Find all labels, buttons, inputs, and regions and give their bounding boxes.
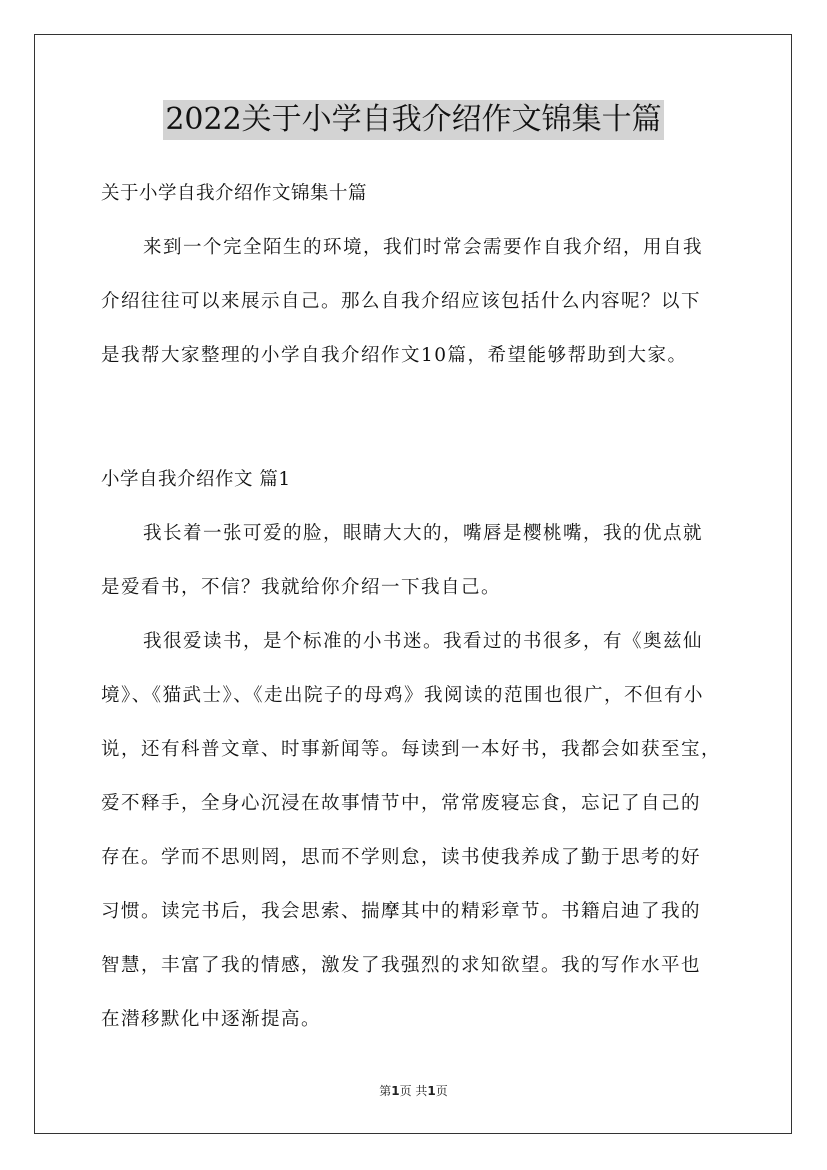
document-title: 2022关于小学自我介绍作文锦集十篇 [163,100,663,140]
section1-paragraph-2 [101,620,741,1052]
footer-page-number: 1 [391,1084,400,1098]
paragraph-line: 习惯。读完书后，我会思索、揣摩其中的精彩章节。书籍启迪了我的 [101,901,702,922]
document-body [101,172,741,1052]
title-container [0,100,827,140]
footer-middle: 页 共 [399,1084,428,1098]
paragraph-line: 存在。学而不思则罔，思而不学则怠，读书使我养成了勤于思考的好 [101,847,702,868]
section1-paragraph-1 [101,512,741,620]
paragraph-line: 爱不释手，全身心沉浸在故事情节中，常常废寝忘食，忘记了自己的 [101,793,702,814]
intro-line: 介绍往往可以来展示自己。那么自我介绍应该包括什么内容呢？以下 [101,291,702,312]
paragraph-line: 在潜移默化中逐渐提高。 [101,1009,322,1030]
paragraph-line: 说，还有科普文章、时事新闻等。每读到一本好书，我都会如获至宝， [101,739,722,760]
intro-line: 来到一个完全陌生的环境，我们时常会需要作自我介绍，用自我 [143,237,704,258]
footer-suffix: 页 [435,1084,448,1098]
footer-prefix: 第 [379,1084,392,1098]
paragraph-line: 我很爱读书，是个标准的小书迷。我看过的书很多，有《奥兹仙 [143,631,704,652]
paragraph-line: 智慧，丰富了我的情感，激发了我强烈的求知欲望。我的写作水平也 [101,955,702,976]
section-heading: 小学自我介绍作文 篇1 [101,469,291,490]
document-subtitle: 关于小学自我介绍作文锦集十篇 [101,183,368,204]
page-footer [0,1082,827,1099]
paragraph-line: 境》、《猫武士》、《走出院子的母鸡》我阅读的范围也很广，不但有小 [101,685,705,706]
paragraph-line: 是爱看书，不信？我就给你介绍一下我自己。 [101,577,502,598]
paragraph-line: 我长着一张可爱的脸，眼睛大大的，嘴唇是樱桃嘴，我的优点就 [143,523,704,544]
intro-paragraph [101,226,741,388]
footer-page-total: 1 [427,1084,436,1098]
paragraph-gap [101,388,741,458]
intro-line: 是我帮大家整理的小学自我介绍作文10篇，希望能够帮助到大家。 [101,345,688,366]
